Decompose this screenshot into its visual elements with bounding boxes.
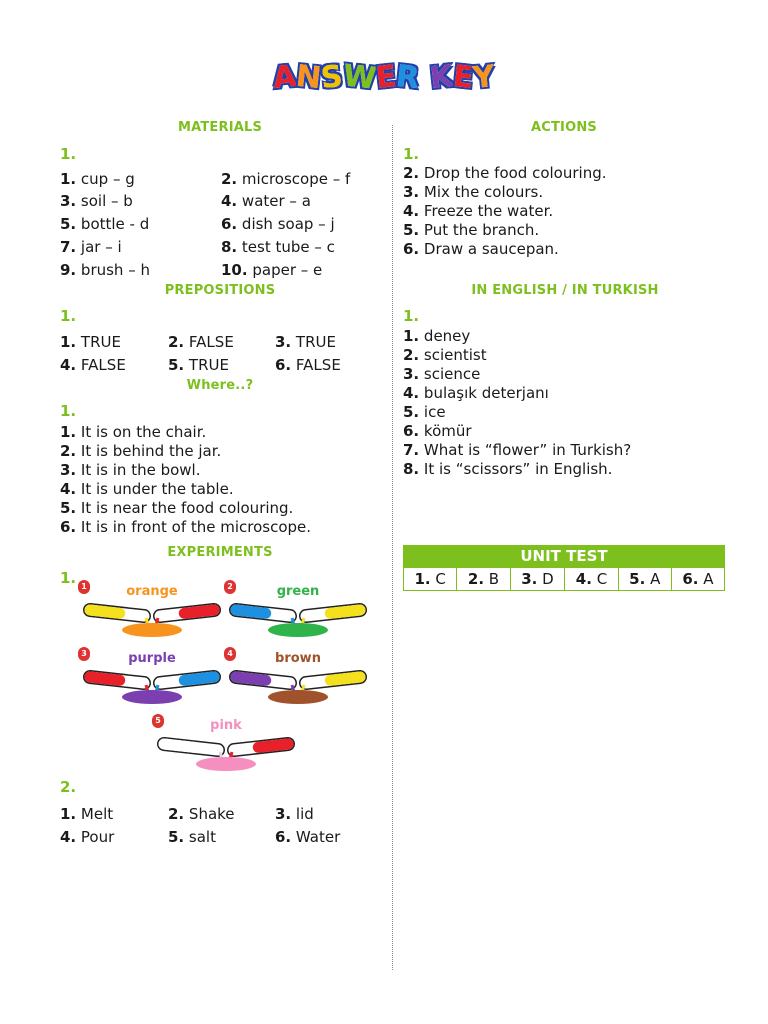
prepositions-heading: PREPOSITIONS	[164, 283, 276, 298]
title-letter: R	[394, 58, 422, 97]
test-tube-icon	[164, 744, 218, 750]
unit-test-answer	[618, 568, 671, 591]
experiments-item-num: 5.	[168, 828, 185, 846]
step-badge: 1	[78, 580, 90, 594]
materials-item	[221, 238, 335, 256]
unit-test-answer-num: 4.	[575, 570, 592, 588]
test-tube-icon	[90, 677, 144, 683]
actions-item-num: 3.	[403, 183, 420, 201]
english-turkish-item-num: 8.	[403, 460, 420, 478]
actions-item-num: 5.	[403, 221, 420, 239]
where-item-text: It is on the chair.	[80, 423, 207, 441]
prepositions-item-num: 4.	[60, 356, 77, 374]
title-letter: K	[427, 58, 455, 97]
materials-heading: MATERIALS	[177, 120, 263, 135]
english-turkish-item-text: bulaşık deterjanı	[423, 384, 549, 402]
experiments-item	[60, 828, 114, 846]
title-letter: E	[451, 59, 476, 96]
prepositions-section-num: 1.	[60, 307, 77, 325]
english-turkish-heading: IN ENGLISH / IN TURKISH	[471, 283, 659, 298]
column-divider	[392, 125, 393, 970]
actions-section-num: 1.	[403, 145, 420, 163]
step-badge: 5	[152, 714, 164, 728]
where-item-num: 6.	[60, 518, 77, 536]
english-turkish-item-num: 7.	[403, 441, 420, 459]
materials-item	[221, 192, 311, 210]
title-letter: E	[374, 59, 399, 96]
english-turkish-item	[403, 346, 487, 364]
experiments-item	[275, 828, 340, 846]
where-item	[60, 499, 293, 517]
actions-heading: ACTIONS	[530, 120, 597, 135]
english-turkish-item	[403, 327, 470, 345]
prepositions-item	[168, 356, 229, 374]
step-badge: 4	[224, 647, 236, 661]
english-turkish-item-num: 1.	[403, 327, 420, 345]
materials-item-text: microscope – f	[241, 170, 351, 188]
materials-item	[60, 238, 122, 256]
where-heading: Where..?	[186, 378, 254, 393]
color-puddle-icon	[196, 757, 256, 771]
english-turkish-item-text: science	[423, 365, 481, 383]
unit-test-answer	[404, 568, 457, 591]
answer-key-title	[0, 58, 768, 97]
test-tube-icon	[90, 610, 144, 616]
unit-test-table	[403, 567, 725, 591]
english-turkish-item	[403, 422, 472, 440]
english-turkish-item	[403, 460, 612, 478]
english-turkish-item-text: What is “flower” in Turkish?	[423, 441, 632, 459]
materials-item	[60, 215, 149, 233]
experiments-heading: EXPERIMENTS	[167, 545, 273, 560]
materials-item-text: brush – h	[80, 261, 150, 279]
where-item-text: It is behind the jar.	[80, 442, 222, 460]
prepositions-item-num: 5.	[168, 356, 185, 374]
test-tubes-icon	[78, 645, 226, 707]
english-turkish-item	[403, 441, 631, 459]
actions-item-text: Drop the food colouring.	[423, 164, 607, 182]
materials-item	[221, 261, 322, 279]
step-badge: 3	[78, 647, 90, 661]
step-badge: 2	[224, 580, 236, 594]
experiments-item	[168, 805, 235, 823]
where-item-num: 3.	[60, 461, 77, 479]
experiment-mix	[78, 645, 226, 707]
where-item-num: 2.	[60, 442, 77, 460]
unit-test-answer-num: 5.	[629, 570, 646, 588]
unit-test-answer	[671, 568, 724, 591]
english-turkish-item	[403, 403, 446, 421]
actions-item-num: 2.	[403, 164, 420, 182]
experiments-item	[275, 805, 314, 823]
unit-test-answer-num: 1.	[414, 570, 431, 588]
where-section-num: 1.	[60, 402, 77, 420]
where-item	[60, 423, 206, 441]
mix-color-label: brown	[275, 651, 321, 666]
test-tube-icon	[160, 677, 214, 683]
english-turkish-item-text: It is “scissors” in English.	[423, 460, 613, 478]
prepositions-item-num: 3.	[275, 333, 292, 351]
where-item-num: 4.	[60, 480, 77, 498]
unit-test-answer	[510, 568, 565, 591]
where-item	[60, 461, 200, 479]
prepositions-item	[275, 333, 336, 351]
mix-color-label: green	[276, 584, 320, 599]
experiments-item-num: 1.	[60, 805, 77, 823]
unit-test-answer-letter: D	[537, 570, 554, 588]
where-item-text: It is in front of the microscope.	[80, 518, 312, 536]
test-tube-icon	[160, 610, 214, 616]
materials-item-text: dish soap – j	[241, 215, 335, 233]
english-turkish-item-num: 2.	[403, 346, 420, 364]
title-letter: S	[319, 58, 345, 97]
prepositions-item-num: 6.	[275, 356, 292, 374]
where-item-text: It is in the bowl.	[80, 461, 201, 479]
english-turkish-item-text: ice	[423, 403, 446, 421]
english-turkish-item	[403, 365, 480, 383]
materials-item	[221, 170, 350, 188]
unit-test-answer	[565, 568, 618, 591]
title-letter: A	[271, 58, 298, 97]
materials-section-num: 1.	[60, 145, 77, 163]
english-turkish-item	[403, 384, 549, 402]
test-tubes-icon	[152, 712, 300, 774]
actions-item	[403, 183, 543, 201]
experiments-item-text: Pour	[80, 828, 115, 846]
actions-item-text: Draw a saucepan.	[423, 240, 559, 258]
materials-item-text: soil – b	[80, 192, 133, 210]
test-tubes-icon	[78, 578, 226, 640]
test-tube-icon	[236, 677, 290, 683]
prepositions-item	[60, 356, 126, 374]
actions-item-num: 4.	[403, 202, 420, 220]
color-puddle-icon	[122, 623, 182, 637]
prepositions-item-text: FALSE	[80, 356, 126, 374]
materials-item-num: 3.	[60, 192, 77, 210]
materials-item-text: cup – g	[80, 170, 135, 188]
title-letter: Y	[471, 58, 497, 97]
experiments-item-num: 2.	[168, 805, 185, 823]
experiments-item-text: Water	[295, 828, 341, 846]
prepositions-item-text: TRUE	[188, 356, 229, 374]
english-turkish-item-num: 5.	[403, 403, 420, 421]
experiments-section2-num: 2.	[60, 778, 77, 796]
experiment-mix	[78, 578, 226, 640]
color-puddle-icon	[268, 690, 328, 704]
actions-item	[403, 164, 607, 182]
experiments-item-num: 4.	[60, 828, 77, 846]
actions-item	[403, 221, 539, 239]
color-puddle-icon	[122, 690, 182, 704]
where-item	[60, 518, 311, 536]
unit-test-answer-letter: C	[430, 570, 446, 588]
where-item-num: 1.	[60, 423, 77, 441]
materials-item-num: 1.	[60, 170, 77, 188]
unit-test-answer-num: 3.	[521, 570, 538, 588]
color-puddle-icon	[268, 623, 328, 637]
prepositions-item-text: TRUE	[80, 333, 121, 351]
actions-item	[403, 240, 559, 258]
unit-test-answer-letter: B	[484, 570, 500, 588]
experiments-item-text: Melt	[80, 805, 114, 823]
unit-test-answer-letter: C	[591, 570, 608, 588]
unit-test-row	[404, 568, 725, 591]
where-item-text: It is near the food colouring.	[80, 499, 294, 517]
test-tubes-icon	[224, 578, 372, 640]
materials-item-text: jar – i	[80, 238, 122, 256]
experiments-item-num: 6.	[275, 828, 292, 846]
prepositions-item	[168, 333, 234, 351]
english-turkish-item-num: 4.	[403, 384, 420, 402]
english-turkish-item-text: kömür	[423, 422, 472, 440]
prepositions-item-text: FALSE	[188, 333, 234, 351]
materials-item-num: 4.	[221, 192, 238, 210]
test-tube-icon	[306, 610, 360, 616]
unit-test-answer-num: 6.	[682, 570, 699, 588]
experiments-item-num: 3.	[275, 805, 292, 823]
experiment-mix	[152, 712, 300, 774]
test-tubes-icon	[224, 645, 372, 707]
actions-item-num: 6.	[403, 240, 420, 258]
materials-item-num: 10.	[221, 261, 248, 279]
prepositions-item	[60, 333, 121, 351]
prepositions-item-num: 1.	[60, 333, 77, 351]
where-item-text: It is under the table.	[80, 480, 234, 498]
actions-item-text: Put the branch.	[423, 221, 540, 239]
prepositions-item-text: TRUE	[295, 333, 336, 351]
unit-test-box	[403, 545, 725, 591]
prepositions-item-num: 2.	[168, 333, 185, 351]
mix-color-label: pink	[210, 718, 242, 733]
prepositions-item-text: FALSE	[295, 356, 341, 374]
english-turkish-item-text: deney	[423, 327, 471, 345]
materials-item-num: 9.	[60, 261, 77, 279]
unit-test-answer-letter: A	[698, 570, 714, 588]
materials-item-num: 8.	[221, 238, 238, 256]
materials-item-text: bottle - d	[80, 215, 150, 233]
test-tube-icon	[236, 610, 290, 616]
experiments-item	[168, 828, 216, 846]
prepositions-item	[275, 356, 341, 374]
where-item	[60, 480, 234, 498]
materials-item	[60, 192, 133, 210]
english-turkish-item-num: 3.	[403, 365, 420, 383]
test-tube-icon	[234, 744, 288, 750]
where-item-num: 5.	[60, 499, 77, 517]
actions-item	[403, 202, 553, 220]
english-turkish-item-text: scientist	[423, 346, 487, 364]
test-tube-icon	[306, 677, 360, 683]
english-turkish-item-num: 6.	[403, 422, 420, 440]
materials-item	[221, 215, 335, 233]
mix-color-label: orange	[126, 584, 178, 599]
materials-item-num: 5.	[60, 215, 77, 233]
title-logo	[265, 58, 503, 97]
experiments-section-num: 1.	[60, 569, 77, 587]
title-letter: N	[294, 58, 324, 97]
materials-item	[60, 261, 150, 279]
unit-test-answer	[457, 568, 510, 591]
experiments-item-text: lid	[295, 805, 314, 823]
experiment-mix	[224, 645, 372, 707]
materials-item-num: 7.	[60, 238, 77, 256]
materials-item	[60, 170, 135, 188]
materials-item-text: water – a	[241, 192, 311, 210]
experiments-item	[60, 805, 113, 823]
actions-item-text: Mix the colours.	[423, 183, 544, 201]
experiments-item-text: salt	[188, 828, 216, 846]
title-letter: W	[341, 58, 378, 97]
unit-test-answer-letter: A	[645, 570, 661, 588]
materials-item-text: paper – e	[252, 261, 323, 279]
where-item	[60, 442, 221, 460]
mix-color-label: purple	[128, 651, 176, 666]
experiment-mix	[224, 578, 372, 640]
materials-item-num: 2.	[221, 170, 238, 188]
unit-test-heading: UNIT TEST	[403, 545, 725, 567]
actions-item-text: Freeze the water.	[423, 202, 554, 220]
materials-item-num: 6.	[221, 215, 238, 233]
materials-item-text: test tube – c	[241, 238, 335, 256]
unit-test-answer-num: 2.	[467, 570, 485, 588]
english-turkish-section-num: 1.	[403, 307, 420, 325]
experiments-item-text: Shake	[188, 805, 235, 823]
